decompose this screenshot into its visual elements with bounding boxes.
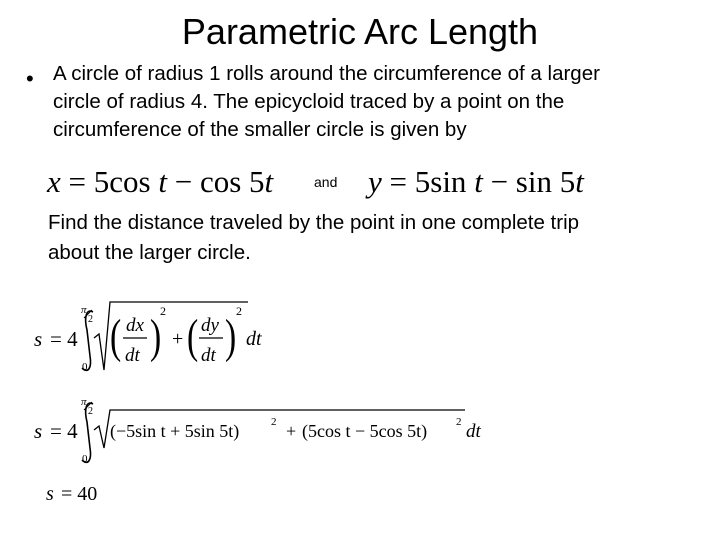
dt-denominator: dt xyxy=(201,345,216,366)
and-connector: and xyxy=(314,174,338,190)
first-term: (−5sin t + 5sin 5t) xyxy=(110,421,240,441)
dt-differential: dt xyxy=(466,421,481,442)
upper-limit-two: 2 xyxy=(88,314,93,325)
dx-numerator: dx xyxy=(126,315,144,336)
exponent-two: 2 xyxy=(160,304,166,318)
sin-function: sin xyxy=(430,164,467,199)
plus-sign: + xyxy=(286,421,297,441)
dy-numerator: dy xyxy=(201,315,219,336)
lower-limit-zero: 0 xyxy=(82,361,88,373)
exponent-two: 2 xyxy=(271,416,277,428)
five-coefficient: 5 xyxy=(241,164,265,199)
equals-five: = 5 xyxy=(381,164,431,199)
right-paren: ) xyxy=(224,309,237,363)
sin-function: sin xyxy=(515,164,552,199)
cos-function: cos xyxy=(199,164,242,199)
five-coefficient: 5 xyxy=(551,164,576,199)
result-value: = 40 xyxy=(61,483,98,505)
bullet-line: circle of radius 4. The epicycloid traced by a point on the xyxy=(53,90,565,113)
t-variable: t xyxy=(150,164,167,199)
t-variable: t xyxy=(575,164,584,199)
slide-title: Parametric Arc Length xyxy=(181,11,539,52)
left-paren: ( xyxy=(186,309,199,363)
t-variable: t xyxy=(466,164,483,199)
right-paren: ) xyxy=(150,309,162,363)
x-variable: x xyxy=(47,164,61,199)
upper-limit-pi: π xyxy=(81,396,87,408)
bullet-line: A circle of radius 1 rolls around the circumference of a larger xyxy=(53,62,600,85)
t-variable: t xyxy=(264,164,274,199)
lower-limit-zero: 0 xyxy=(82,453,88,465)
y-variable: y xyxy=(368,164,382,199)
cos-function: cos xyxy=(109,164,151,199)
exponent-two: 2 xyxy=(236,304,242,318)
bullet-line: circumference of the smaller circle is given by xyxy=(53,118,467,141)
upper-limit-pi: π xyxy=(81,304,87,316)
dt-denominator: dt xyxy=(125,345,140,366)
left-paren: ( xyxy=(109,309,122,363)
second-term: (5cos t − 5cos 5t) xyxy=(302,421,428,441)
bullet-point-icon: • xyxy=(26,66,34,91)
s-variable: s xyxy=(46,483,54,505)
plus-sign: + xyxy=(172,328,184,350)
dt-differential: dt xyxy=(246,328,262,350)
s-variable: s xyxy=(34,419,43,443)
exponent-two: 2 xyxy=(456,416,462,428)
upper-limit-two: 2 xyxy=(88,406,93,417)
question-line: about the larger circle. xyxy=(48,241,251,264)
question-line: Find the distance traveled by the point in one complete trip xyxy=(48,211,580,234)
minus-sign: − xyxy=(482,164,516,199)
s-variable: s xyxy=(34,327,43,351)
equals-five: = 5 xyxy=(60,164,110,199)
equals-four: = 4 xyxy=(50,327,78,351)
equals-four: = 4 xyxy=(50,419,78,443)
minus-sign: − xyxy=(166,164,200,199)
